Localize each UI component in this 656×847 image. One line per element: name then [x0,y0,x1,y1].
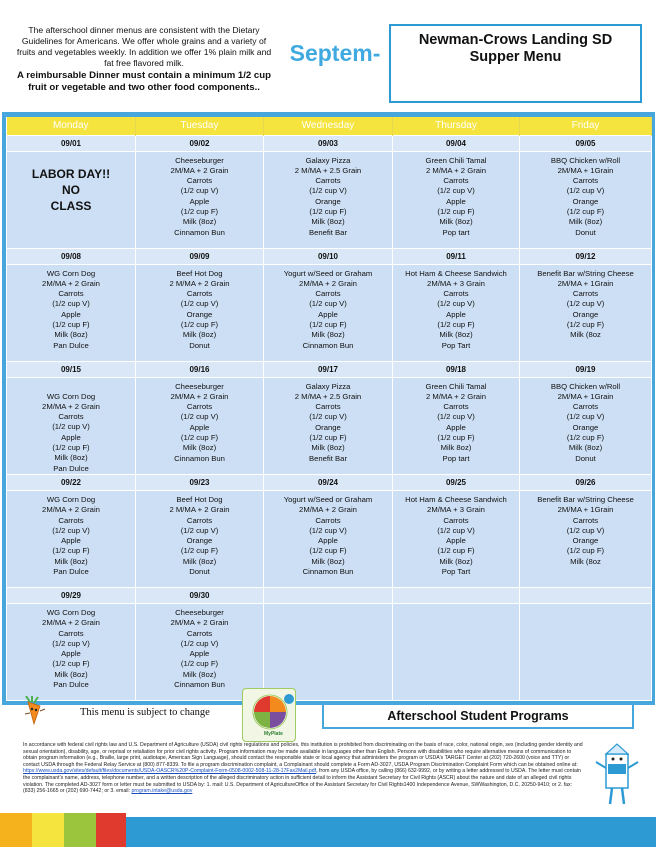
myplate-label: MyPlate [264,731,283,737]
menu-cell [7,377,136,474]
date-cell: 09/18 [393,361,520,377]
date-cell: 09/08 [7,248,136,264]
menu-items: WG Corn Dog 2M/MA + 2 Grain Carrots (1/2 cup V) Apple (1/2 cup F) Milk (8oz) Pan Dulce [42,494,100,576]
menu-cell [393,490,520,587]
date-cell: 09/16 [136,361,264,377]
date-cell: 09/03 [264,135,393,151]
date-cell: 09/29 [7,587,136,603]
legal-text: In accordance with federal civil rights law and U.S. Department of Agriculture (USDA) civil rights regulations and policies, this institution is prohibited from discriminating on the basis of race, color, national origin, sex (including gender identity and sexual orientation), disability, age, or reprisal or retaliation for prior civil rights activity. Program information may be made available in languages other than English. Persons with disabilities who require alternative means of communication to obtain program information (e.g., Braille, large print, audiotape, American Sign Language), should contact the responsible state or local agency that administers the program or USDA's TARGET Center at (202) 720-2600 (voice and TTY) or contact USDA through the Federal Relay Service at (800) 877-8339. To file a program discrimination complaint, a Complainant should complete a Form AD-3027, USDA Program Discrimination Complaint Form which can be obtained online at: [23,742,583,768]
menu-items: Green Chili Tamal 2 M/MA + 2 Grain Carrots (1/2 cup V) Apple (1/2 cup F) Milk (8oz) Pop tart [425,155,487,237]
menu-items: Cheeseburger 2M/MA + 2 Grain Carrots (1/2 cup V) Apple (1/2 cup F) Milk (8oz) Cinnamon Bun [170,607,229,690]
bar-block-red [96,813,126,847]
menu-cell [7,490,136,587]
bar-block-orange [0,813,32,847]
menu-table [6,117,652,701]
menu-cell [520,151,652,248]
menu-cell [7,151,136,248]
menu-cell [136,490,264,587]
menu-items: Benefit Bar w/String Cheese 2M/MA + 1Grain Carrots (1/2 cup V) Orange (1/2 cup F) Milk (8oz [537,494,634,566]
menu-items: Benefit Bar w/String Cheese 2M/MA + 1Grain Carrots (1/2 cup V) Orange (1/2 cup F) Milk (8oz [537,268,634,340]
menu-items: WG Corn Dog 2M/MA + 2 Grain Carrots (1/2 cup V) Apple (1/2 cup F) Milk (8oz) Pan Dulce [42,607,100,690]
menu-cell [393,151,520,248]
intro-requirement: A reimbursable Dinner must contain a minimum 1/2 cup fruit or vegetable and two other food components.. [17,70,271,93]
menu-cell [520,490,652,587]
legal-text-continued: , from any USDA office, by calling (866) 632-9992, or by writing a letter addressed to USDA. The letter must contain the complainant's name, address, telephone number, and a written description of the alleged discriminatory action in sufficient detail to inform the Assistant Secretary for Civil Rights (ASCR) about the nature and date of an alleged civil rights violation. The completed AD-3027 form or letter must be submitted to USDA by: 1. mail: U.S. Department of AgricultureOffice of the Assistant Secretary for Civil Rights1400 Independence Avenue, SWWashington, D.C. 20250-9410; or 2. fax: (833) 256-1665 or (202) 690-7442; or 3. email: [23,768,581,795]
date-cell: 09/12 [520,248,652,264]
date-cell: 09/15 [7,361,136,377]
date-row [7,587,652,603]
menu-cell [136,377,264,474]
menu-items: Cheeseburger 2M/MA + 2 Grain Carrots (1/2 cup V) Apple (1/2 cup F) Milk (8oz) Cinnamon Bun [170,381,229,463]
date-cell: 09/05 [520,135,652,151]
date-cell: 09/23 [136,474,264,490]
date-row [7,361,652,377]
menu-items: Galaxy Pizza 2 M/MA + 2.5 Grain Carrots (1/2 cup V) Orange (1/2 cup F) Milk (8oz) Benefit Bar [294,381,362,463]
menu-items: Yogurt w/Seed or Graham 2M/MA + 2 Grain Carrots (1/2 cup V) Apple (1/2 cup F) Milk (8oz) Cinnamon Bun [283,268,373,350]
menu-items: Beef Hot Dog 2 M/MA + 2 Grain Carrots (1/2 cup V) Orange (1/2 cup F) Milk (8oz) Donut [169,268,230,350]
menu-cell [264,264,393,361]
menu-cell [264,151,393,248]
date-cell: 09/10 [264,248,393,264]
day-header-monday: Monday [7,117,136,135]
menu-row [7,264,652,361]
date-row [7,474,652,490]
intro-text: The afterschool dinner menus are consistent with the Dietary Guidelines for Americans. We offer whole grains and a variety of fruits and vegetables weekly. In addition we offer 1% plain milk and fat free flavored milk. [16,25,272,68]
menu-cell [136,151,264,248]
day-header-tuesday: Tuesday [136,117,264,135]
menu-items: BBQ Chicken w/Roll 2M/MA + 1Grain Carrots (1/2 cup V) Orange (1/2 cup F) Milk (8oz) Donut [550,381,621,463]
menu-cell [520,603,652,700]
menu-cell [393,264,520,361]
email-link[interactable]: program.intake@usda.gov [131,788,193,795]
date-cell: 09/04 [393,135,520,151]
bar-block-green [64,813,96,847]
district-title: Newman-Crows Landing SD [418,32,613,48]
weekday-header-row [7,117,652,135]
holiday-notice: LABOR DAY!! NO CLASS [31,166,111,213]
date-cell: 09/19 [520,361,652,377]
menu-cell [264,490,393,587]
menu-cell [264,377,393,474]
menu-cell [136,264,264,361]
date-cell [393,587,520,603]
date-cell: 09/02 [136,135,264,151]
menu-cell [520,264,652,361]
menu-items: Hot Ham & Cheese Sandwich 2M/MA + 3 Grain Carrots (1/2 cup V) Apple (1/2 cup F) Milk (8oz) Pop Tart [405,268,507,350]
menu-title: Supper Menu [469,49,562,65]
date-cell: 09/26 [520,474,652,490]
menu-change-note: This menu is subject to change [80,707,210,718]
bar-block-yellow [32,813,64,847]
carrot-mascot-icon [20,696,48,726]
day-header-friday: Friday [520,117,652,135]
menu-row [7,151,652,248]
date-cell [264,587,393,603]
date-cell: 09/17 [264,361,393,377]
menu-items: Beef Hot Dog 2 M/MA + 2 Grain Carrots (1/2 cup V) Orange (1/2 cup F) Milk (8oz) Donut [169,494,230,576]
menu-items: BBQ Chicken w/Roll 2M/MA + 1Grain Carrots (1/2 cup V) Orange (1/2 cup F) Milk (8oz) Donut [550,155,621,237]
date-cell: 09/11 [393,248,520,264]
title-box [389,24,642,103]
date-cell: 09/01 [7,135,136,151]
menu-cell [393,603,520,700]
menu-items: WG Corn Dog 2M/MA + 2 Grain Carrots (1/2 cup V) Apple (1/2 cup F) Milk (8oz) Pan Dulce [42,268,100,350]
menu-items: Yogurt w/Seed or Graham 2M/MA + 2 Grain Carrots (1/2 cup V) Apple (1/2 cup F) Milk (8oz) Cinnamon Bun [283,494,373,576]
menu-row [7,603,652,700]
menu-items: Green Chili Tamal 2 M/MA + 2 Grain Carrots (1/2 cup V) Apple (1/2 cup F) Milk 8oz) Pop tart [425,381,487,463]
menu-cell [520,377,652,474]
date-cell: 09/24 [264,474,393,490]
menu-cell [7,603,136,700]
menu-items: Galaxy Pizza 2 M/MA + 2.5 Grain Carrots (1/2 cup V) Orange (1/2 cup F) Milk (8oz) Benefit Bar [294,155,362,237]
menu-row [7,377,652,474]
program-title: Afterschool Student Programs [387,709,569,723]
menu-cell [136,603,264,700]
date-cell: 09/30 [136,587,264,603]
menu-frame [2,112,655,705]
menu-items: Hot Ham & Cheese Sandwich 2M/MA + 3 Grain Carrots (1/2 cup V) Apple (1/2 cup F) Milk (8oz) Pop Tart [405,494,507,576]
date-row [7,135,652,151]
program-box [322,703,634,729]
menu-items: WG Corn Dog 2M/MA + 2 Grain Carrots (1/2 cup V) Apple (1/2 cup F) Milk (8oz) Pan Dulce [42,391,100,473]
date-cell [520,587,652,603]
bottom-color-bar [0,813,656,847]
intro-block [14,25,274,94]
milk-carton-mascot-icon [592,742,642,812]
date-cell: 09/25 [393,474,520,490]
complaint-form-link[interactable]: https://www.usda.gov/sites/default/files/documents/USDA-OASCR%20P-Complaint-Form-0508-0002-508-11-28-17Fax2Mail.pdf [23,768,317,775]
myplate-icon [243,689,297,733]
day-header-thursday: Thursday [393,117,520,135]
menu-items: Cheeseburger 2M/MA + 2 Grain Carrots (1/2 cup V) Apple (1/2 cup F) Milk (8oz) Cinnamon Bun [170,155,229,237]
date-cell: 09/22 [7,474,136,490]
month-title: Septem- [289,40,381,66]
date-row [7,248,652,264]
bar-block-blue [126,817,656,847]
menu-cell [7,264,136,361]
date-cell: 09/09 [136,248,264,264]
menu-cell [393,377,520,474]
nondiscrimination-statement [23,742,583,795]
day-header-wednesday: Wednesday [264,117,393,135]
menu-row [7,490,652,587]
menu-cell [264,603,393,700]
